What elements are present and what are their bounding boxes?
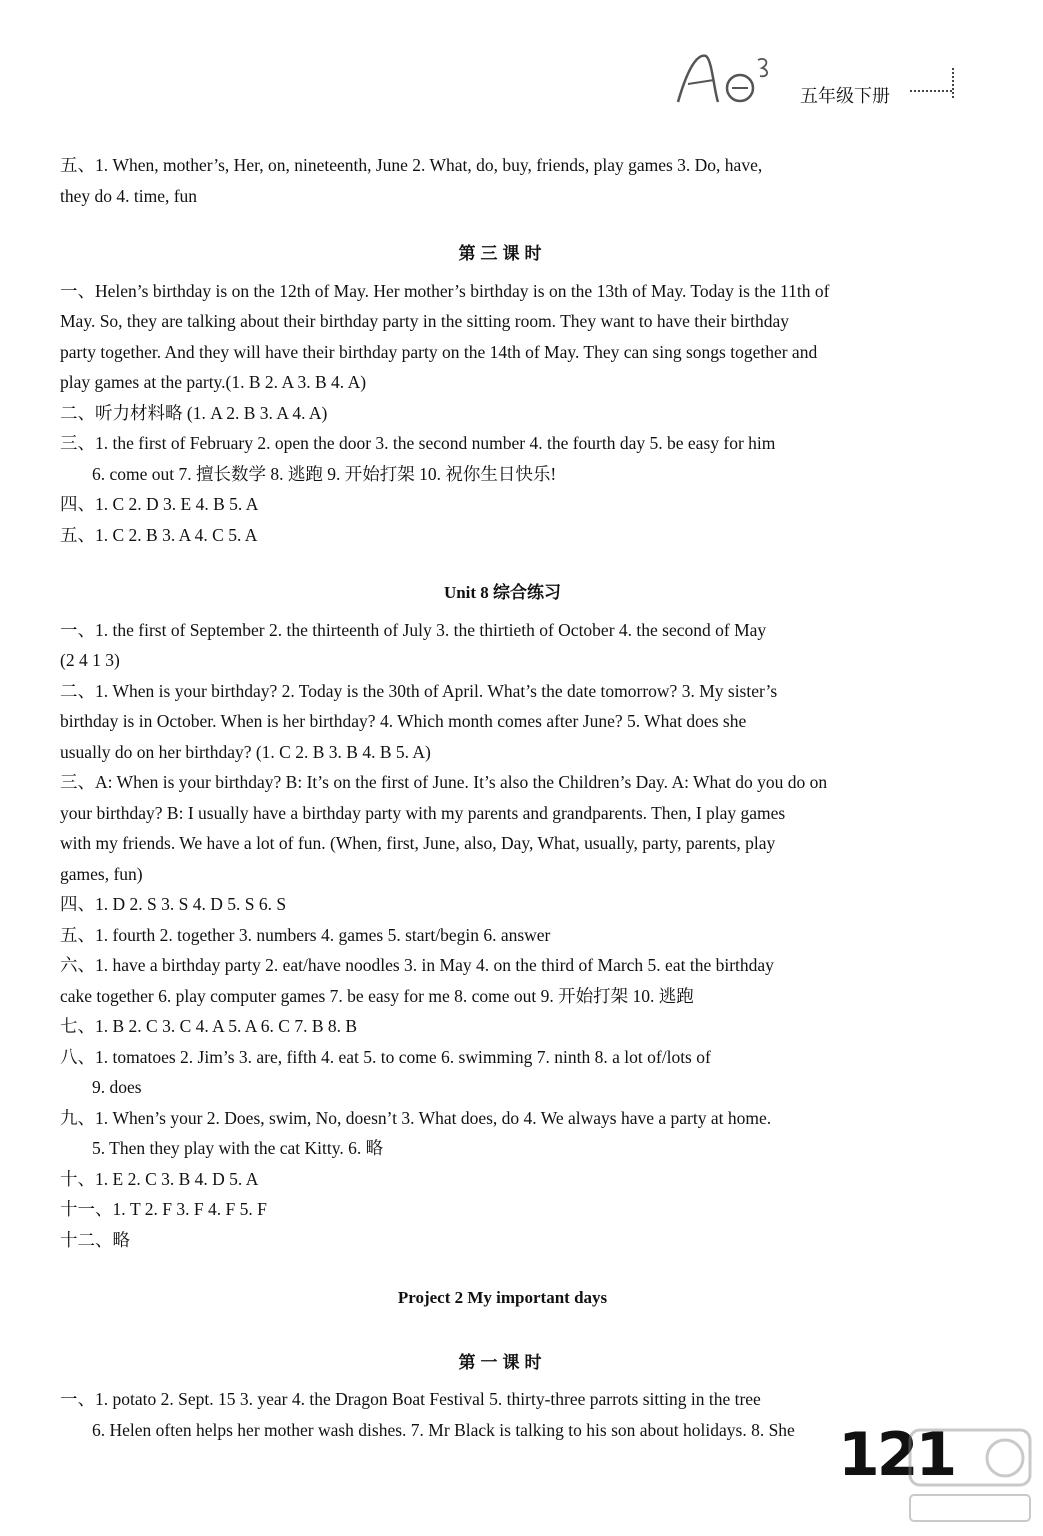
section-title: Project 2 My important days [397,1288,608,1307]
grade-label: 五年级下册 [800,86,890,107]
watermark-logo-icon [900,1420,1040,1530]
answer-line: games, fun) [60,863,143,884]
answer-line: play games at the party.(1. B 2. A 3. B 4. A) [60,372,367,392]
answer-line: 6. come out 7. 擅长数学 8. 逃跑 9. 开始打架 10. 祝你生日快乐! [92,463,557,484]
answer-line: 三、1. the first of February 2. open the door 3. the second number 4. the fourth day 5. be easy for him [60,433,776,453]
answer-line: 四、1. C 2. D 3. E 4. B 5. A [60,494,259,514]
answer-line: 十、1. E 2. C 3. B 4. D 5. A [60,1168,259,1189]
answer-line: 一、1. the first of September 2. the thirteenth of July 3. the thirtieth of October 4. the second of May [60,619,767,640]
page-number: 121 [838,1420,955,1490]
answer-line: party together. And they will have their birthday party on the 14th of May. They can sing songs together and [60,341,818,362]
answer-line: 十二、略 [60,1229,130,1250]
header-divider-vertical [952,68,954,98]
answer-line: 5. Then they play with the cat Kitty. 6. 略 [92,1138,384,1158]
section-title: 第三课时 [458,244,547,263]
answer-line: with my friends. We have a lot of fun. (When, first, June, also, Day, What, usually, party, parents, play [60,833,776,853]
answer-line: (2 4 1 3) [60,650,120,670]
answer-line: 二、1. When is your birthday? 2. Today is the 30th of April. What’s the date tomorrow? 3. My sister’s [60,680,778,701]
answer-line: 6. Helen often helps her mother wash dishes. 7. Mr Black is talking to his son about holidays. 8. She [92,1419,795,1440]
page-header [660,40,960,110]
answer-line: 二、听力材料略 (1. A 2. B 3. A 4. A) [60,402,328,423]
answer-content [60,150,945,1445]
section-gap [60,211,945,231]
answer-line: 五、1. C 2. B 3. A 4. C 5. A [60,524,258,545]
section-gap [60,1255,945,1275]
answer-line: 四、1. D 2. S 3. S 4. D 5. S 6. S [60,894,287,914]
section-title: 第一课时 [458,1352,547,1372]
answer-line: 七、1. B 2. C 3. C 4. A 5. A 6. C 7. B 8. B [60,1016,358,1036]
answer-line: May. So, they are talking about their birthday party in the sitting room. They want to have their birthday [60,311,790,331]
answer-line: birthday is in October. When is her birthday? 4. Which month comes after June? 5. What does she [60,711,747,731]
answer-line: 五、1. When, mother’s, Her, on, nineteenth, June 2. What, do, buy, friends, play games 3. Do, have, [60,155,763,175]
answer-line: 一、Helen’s birthday is on the 12th of May. Her mother’s birthday is on the 13th of May. Today is the 11th of [60,280,830,301]
answer-line: usually do on her birthday? (1. C 2. B 3. B 4. B 5. A) [60,741,431,762]
answer-line: 一、1. potato 2. Sept. 15 3. year 4. the Dragon Boat Festival 5. thirty-three parrots sitting in the tree [60,1389,761,1409]
header-divider [910,90,952,92]
answer-line: 八、1. tomatoes 2. Jim’s 3. are, fifth 4. eat 5. to come 6. swimming 7. ninth 8. a lot of/lots of [60,1046,711,1067]
section-title: Unit 8 综合练习 [443,583,562,602]
answer-line: 三、A: When is your birthday? B: It’s on the first of June. It’s also the Children’s Day. A: What do you do on [60,772,828,792]
answer-line: 六、1. have a birthday party 2. eat/have noodles 3. in May 4. on the third of March 5. eat the birthday [60,955,774,975]
answer-line: your birthday? B: I usually have a birthday party with my parents and grandparents. Then, I play games [60,802,786,823]
answer-line: 9. does [92,1077,142,1097]
answer-line: 五、1. fourth 2. together 3. numbers 4. games 5. start/begin 6. answer [60,924,551,945]
answer-line: they do 4. time, fun [60,185,198,206]
answer-line: 九、1. When’s your 2. Does, swim, No, doesn’t 3. What does, do 4. We always have a party at home. [60,1107,772,1128]
ae-logo-icon [670,50,780,110]
answer-line: cake together 6. play computer games 7. be easy for me 8. come out 9. 开始打架 10. 逃跑 [60,985,694,1006]
answer-line: 十一、1. T 2. F 3. F 4. F 5. F [60,1199,267,1219]
section-gap [60,550,945,570]
section-gap [60,1320,945,1340]
